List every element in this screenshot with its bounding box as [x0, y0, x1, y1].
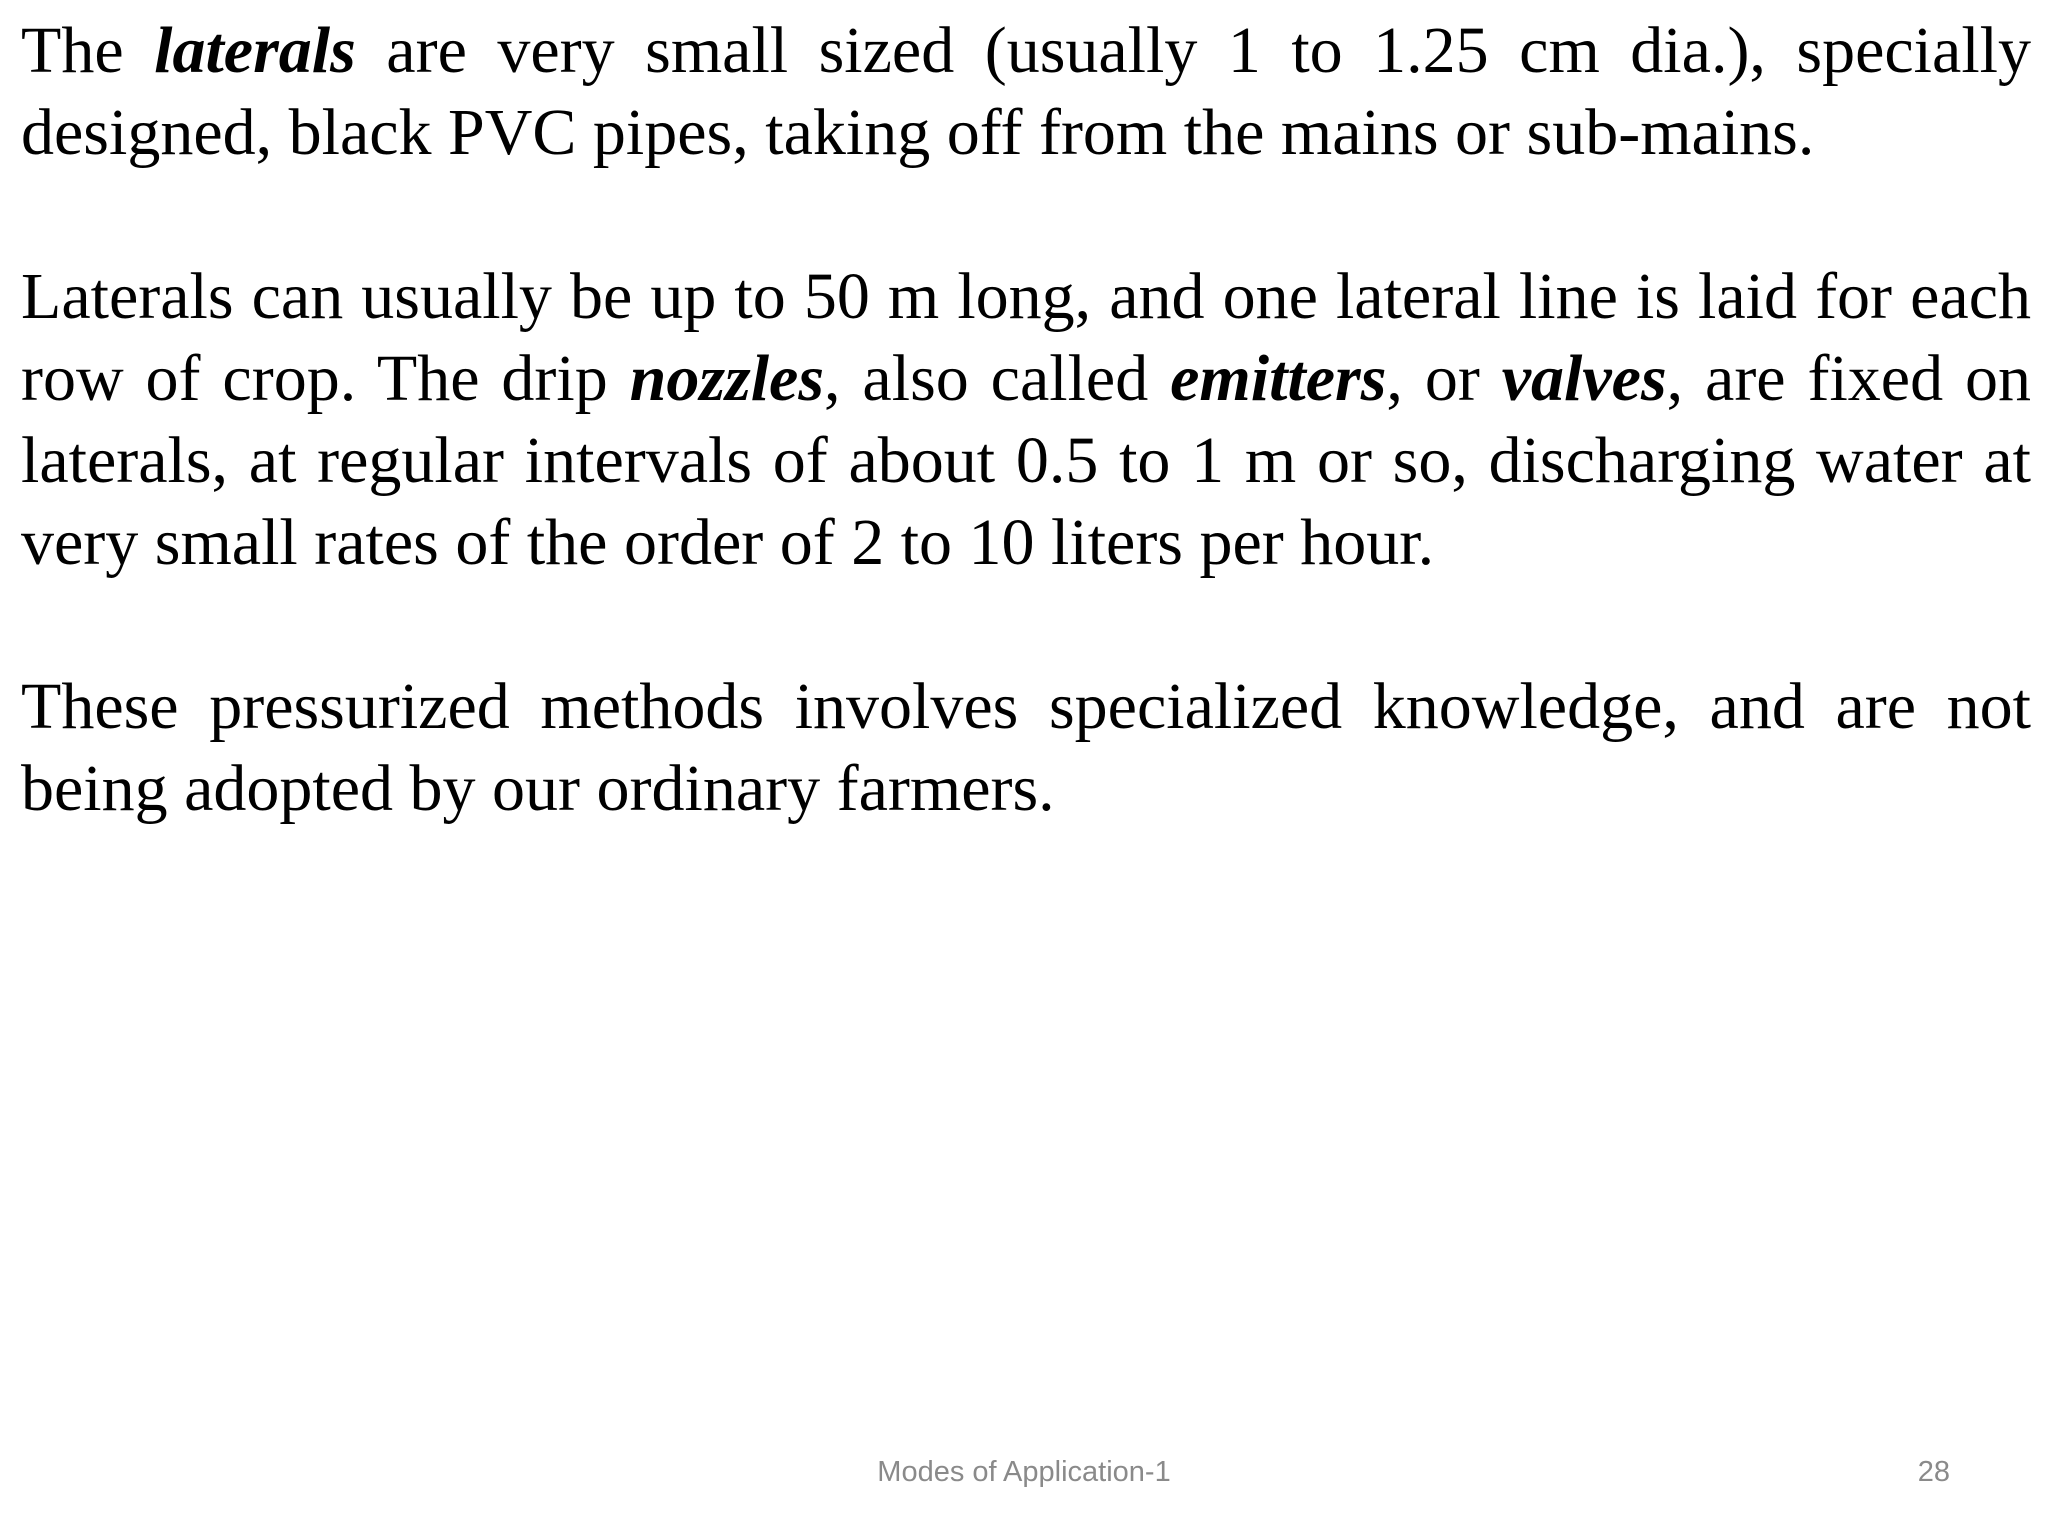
text-run: These pressurized methods involves specialized knowledge, and are not being adopted by our ordinary farmers. [21, 670, 2031, 825]
text-run: , are fixed on laterals, at regular intervals of about 0.5 to 1 m or so, discharging water at very small rates of the order of 2 to 10 liters per hour. [21, 342, 2032, 579]
emphasis-valves: valves [1501, 342, 1667, 415]
text-run: , also called [824, 342, 1171, 415]
text-run: Laterals can usually be up to 50 m long, and one lateral line is laid for each row of crop. The drip [21, 260, 2031, 415]
emphasis-laterals: laterals [154, 14, 356, 87]
text-run: The [21, 14, 155, 87]
paragraph-pressurized-methods [21, 666, 2031, 830]
emphasis-emitters: emitters [1170, 342, 1387, 415]
text-run: , or [1386, 342, 1502, 415]
page-number: 28 [1917, 1456, 1950, 1488]
paragraph-emitters [21, 256, 2031, 584]
paragraph-laterals [21, 10, 2031, 174]
emphasis-nozzles: nozzles [629, 342, 825, 415]
footer-title: Modes of Application-1 [877, 1456, 1171, 1488]
text-run: are very small sized (usually 1 to 1.25 cm dia.), specially designed, black PVC pipes, taking off from the mains or sub-mains. [21, 14, 2031, 169]
slide-body [21, 10, 2031, 830]
